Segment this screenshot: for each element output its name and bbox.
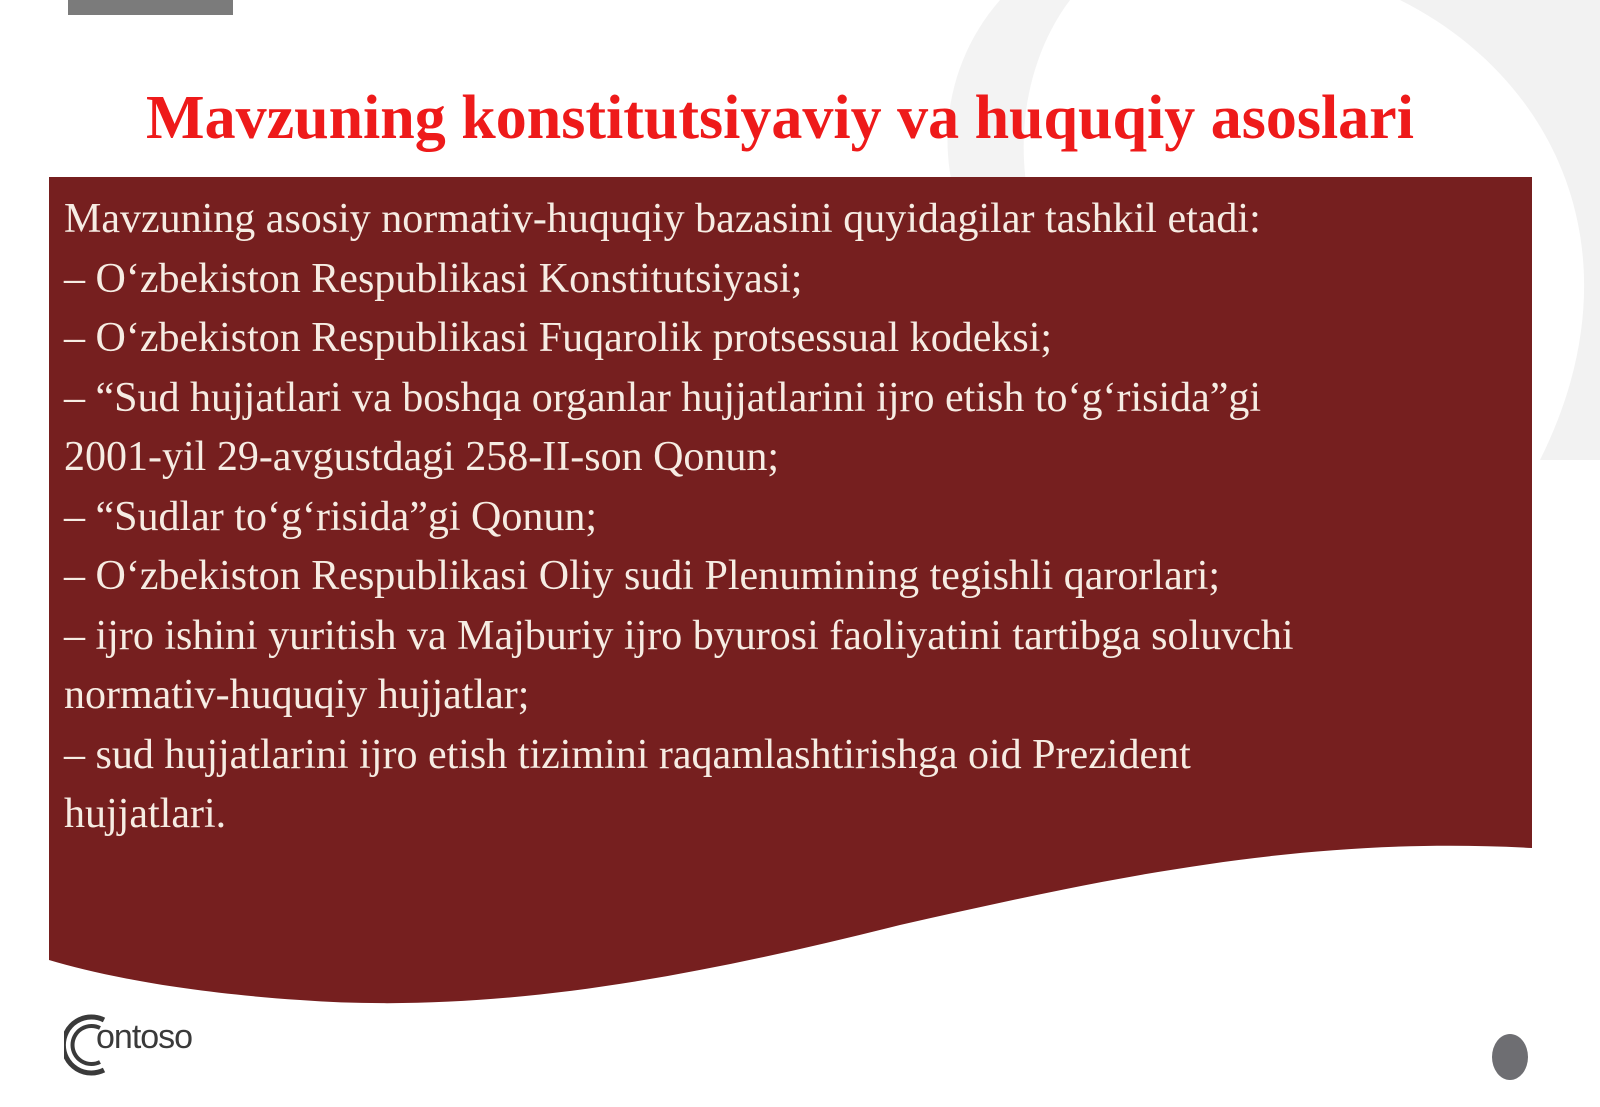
page-indicator-dot xyxy=(1492,1034,1528,1080)
content-line: – “Sud hujjatlari va boshqa organlar hujjatlarini ijro etish to‘g‘risida”gi xyxy=(64,374,1262,421)
content-line: – O‘zbekiston Respublikasi Oliy sudi Plenumining tegishli qarorlari; xyxy=(64,553,1221,599)
content-line: – O‘zbekiston Respublikasi Fuqarolik protsessual kodeksi; xyxy=(64,315,1053,361)
content-text xyxy=(64,190,1534,845)
content-line: hujjatlari. xyxy=(64,791,227,837)
content-line-intro: Mavzuning asosiy normativ-huquqiy bazasini quyidagilar tashkil etadi: xyxy=(64,196,1261,242)
content-line: – “Sudlar to‘g‘risida”gi Qonun; xyxy=(64,493,598,540)
slide-title: Mavzuning konstitutsiyaviy va huquqiy asoslari xyxy=(146,84,1414,152)
content-line: – ijro ishini yuritish va Majburiy ijro byurosi faoliyatini tartibga soluvchi xyxy=(64,612,1294,659)
content-line: – sud hujjatlarini ijro etish tizimini raqamlashtirishga oid Prezident xyxy=(64,731,1191,778)
logo-text: ontoso xyxy=(96,1018,193,1056)
content-line: normativ-huquqiy hujjatlar; xyxy=(64,672,530,718)
content-line: – O‘zbekiston Respublikasi Konstitutsiyasi; xyxy=(64,255,803,302)
contoso-logo xyxy=(64,1012,204,1078)
content-line: 2001-yil 29-avgustdagi 258-II-son Qonun; xyxy=(64,434,780,480)
